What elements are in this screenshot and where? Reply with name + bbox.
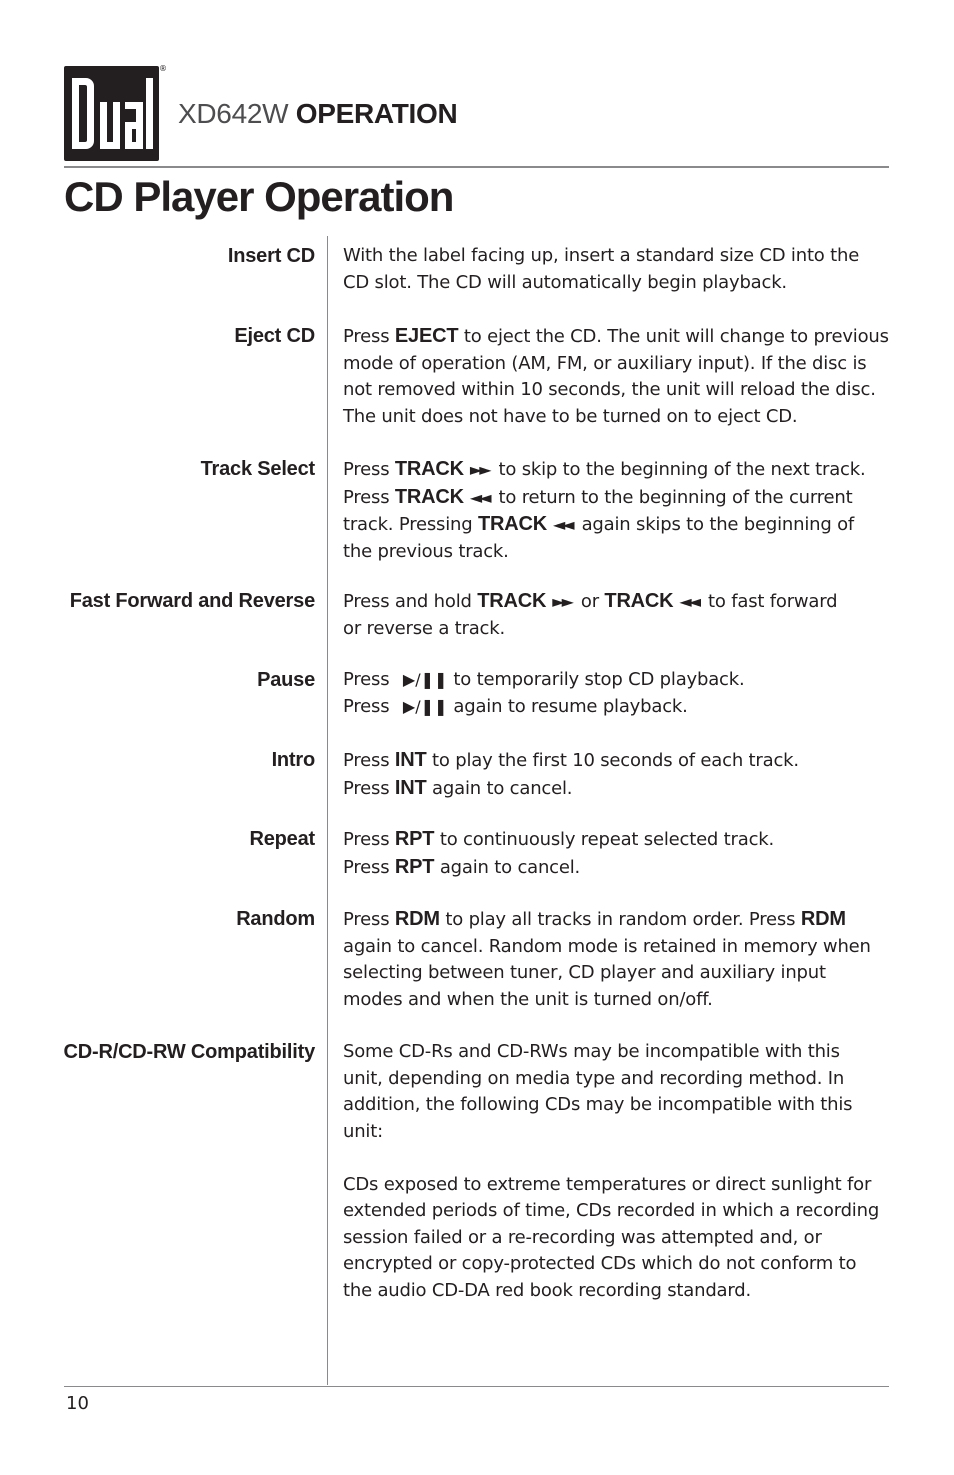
section-label: CD-R/CD-RW Compatibility: [63, 1041, 315, 1063]
rdm-button-ref: RDM: [800, 908, 846, 930]
section-label: Eject CD: [234, 325, 315, 347]
text-line: Press RPT to continuously repeat selected track.: [343, 828, 775, 850]
section-label: Intro: [271, 749, 315, 771]
section-text: [343, 323, 908, 430]
int-button-ref: INT: [394, 776, 427, 799]
model-heading-word: OPERATION: [295, 98, 458, 129]
paragraph-spacer: [343, 1145, 908, 1172]
dual-logo-mark: [64, 66, 159, 161]
model-code: XD642W: [178, 98, 289, 129]
text-line: Press INT again to cancel.: [343, 776, 573, 799]
section-text: [343, 826, 908, 881]
text-line: the audio CD-DA red book recording standard.: [343, 1279, 752, 1301]
text-line: mode of operation (AM, FM, or auxiliary input). If the disc is: [343, 352, 867, 374]
text-line: The unit does not have to be turned on to eject CD.: [343, 405, 798, 427]
text-line: Press RDM to play all tracks in random order. Press RDM: [343, 908, 846, 930]
dual-logo: [64, 66, 159, 161]
section-label: Track Select: [200, 458, 315, 480]
previous-track-icon: ◄◄: [679, 592, 699, 611]
text-line: encrypted or copy-protected CDs which do not conform to: [343, 1253, 857, 1274]
section-text: [343, 243, 908, 296]
next-track-icon: ►►: [469, 460, 489, 479]
rpt-button-ref: RPT: [394, 828, 435, 850]
text-line: the previous track.: [343, 540, 509, 562]
column-divider: [327, 236, 328, 1385]
track-button-ref: TRACK: [604, 590, 674, 612]
registered-mark: ®: [159, 64, 167, 73]
text-line: addition, the following CDs may be incompatible with this: [343, 1094, 853, 1115]
text-line: or reverse a track.: [343, 617, 505, 639]
text-line: Press INT to play the first 10 seconds of each track.: [343, 749, 799, 771]
text-line: Some CD-Rs and CD-RWs may be incompatible with this: [343, 1041, 840, 1062]
text-line: Press TRACK ►► to skip to the beginning of the next track.: [343, 458, 866, 480]
model-heading: [178, 96, 457, 132]
section-label: Pause: [257, 669, 315, 691]
text-line: Press EJECT to eject the CD. The unit will change to previous: [343, 325, 889, 347]
int-button-ref: INT: [394, 749, 427, 771]
section-text: [343, 1039, 908, 1304]
text-line: extended periods of time, CDs recorded in which a recording: [343, 1200, 880, 1221]
play-pause-icon: ▶/❚❚: [402, 670, 448, 689]
next-track-icon: ►►: [552, 592, 571, 611]
text-line: Press TRACK ◄◄ to return to the beginning of the current: [343, 485, 853, 508]
previous-track-icon: ◄◄: [552, 515, 572, 534]
section-text: [343, 747, 908, 802]
text-line: CDs exposed to extreme temperatures or direct sunlight for: [343, 1173, 872, 1195]
page-number: 10: [66, 1393, 89, 1414]
eject-button-ref: EJECT: [394, 325, 459, 347]
text-line: Press RPT again to cancel.: [343, 855, 581, 878]
text-line: CD slot. The CD will automatically begin playback.: [343, 271, 787, 293]
track-button-ref: TRACK: [477, 590, 547, 612]
header-divider: [64, 166, 889, 168]
text-line: selecting between tuner, CD player and auxiliary input: [343, 962, 826, 983]
text-line: not removed within 10 seconds, the unit will reload the disc.: [343, 379, 876, 400]
text-line: With the label facing up, insert a standard size CD into the: [343, 245, 860, 266]
rdm-button-ref: RDM: [394, 908, 440, 930]
track-button-ref: TRACK: [394, 458, 464, 480]
track-button-ref: TRACK: [477, 513, 547, 535]
page-title: CD Player Operation: [64, 173, 454, 220]
text-line: unit:: [343, 1120, 383, 1142]
play-pause-icon: ▶/❚❚: [402, 696, 448, 716]
text-line: Press ▶/❚❚ to temporarily stop CD playback.: [343, 669, 745, 690]
text-line: Press and hold TRACK ►► or TRACK ◄◄ to fast forward: [343, 590, 838, 612]
section-text: [343, 906, 908, 1013]
section-text: [343, 456, 908, 565]
text-line: modes and when the unit is turned on/off.: [343, 988, 713, 1010]
section-label: Repeat: [249, 828, 315, 850]
text-line: unit, depending on media type and recording method. In: [343, 1067, 845, 1089]
previous-track-icon: ◄◄: [469, 487, 489, 507]
text-line: again to cancel. Random mode is retained in memory when: [343, 935, 871, 957]
section-label: Fast Forward and Reverse: [69, 590, 315, 612]
footer-divider: [64, 1386, 889, 1387]
section-text: [343, 667, 908, 720]
section-label: Insert CD: [227, 245, 315, 267]
section-label: Random: [236, 908, 315, 930]
text-line: Press ▶/❚❚ again to resume playback.: [343, 695, 688, 717]
rpt-button-ref: RPT: [394, 855, 435, 878]
track-button-ref: TRACK: [394, 485, 464, 508]
text-line: track. Pressing TRACK ◄◄ again skips to the beginning of: [343, 513, 855, 535]
section-text: [343, 588, 908, 642]
text-line: session failed or a re-recording was attempted and, or: [343, 1226, 822, 1248]
